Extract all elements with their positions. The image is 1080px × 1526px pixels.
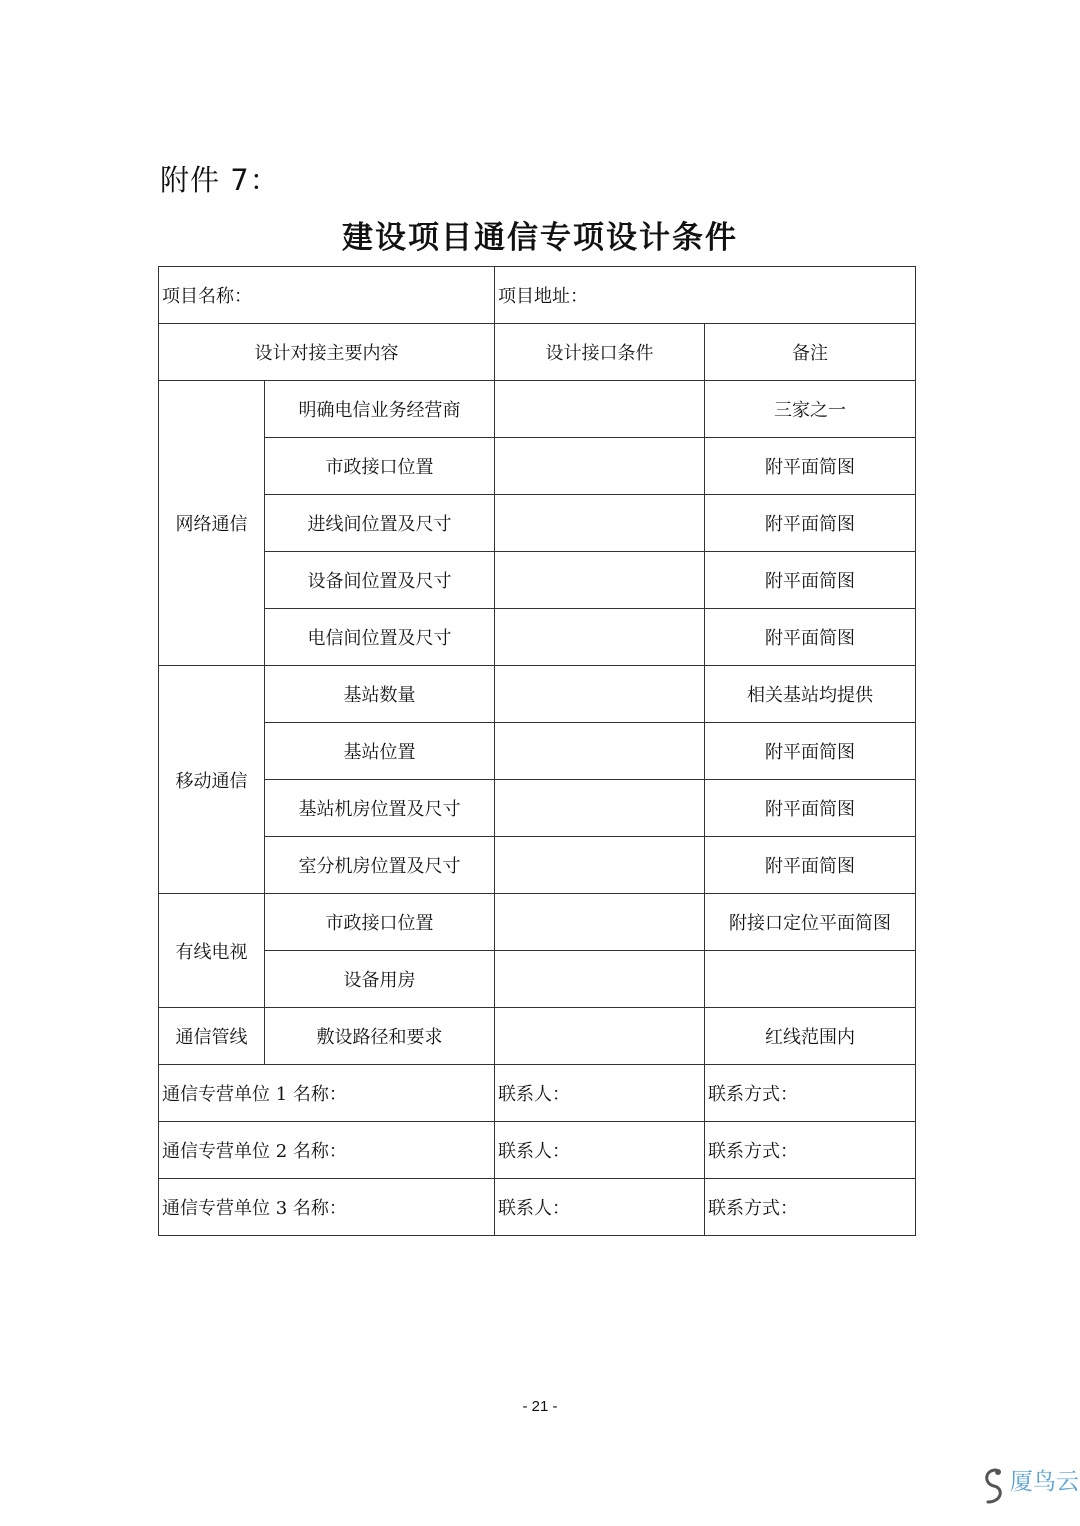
table-row [159,837,916,894]
contact-row [159,1065,916,1122]
item-cell: 电信间位置及尺寸 [265,609,495,666]
contact-method-cell[interactable]: 联系方式： [705,1122,916,1179]
group-network: 网络通信 [159,381,265,666]
item-cell: 基站机房位置及尺寸 [265,780,495,837]
contact-method-cell[interactable]: 联系方式： [705,1179,916,1236]
item-cell: 进线间位置及尺寸 [265,495,495,552]
table-row [159,495,916,552]
condition-cell[interactable] [495,1008,705,1065]
item-cell: 敷设路径和要求 [265,1008,495,1065]
remark-cell: 附平面简图 [705,495,916,552]
remark-cell: 附平面简图 [705,552,916,609]
remark-cell: 附接口定位平面简图 [705,894,916,951]
table-row [159,552,916,609]
group-mobile: 移动通信 [159,666,265,894]
design-conditions-table [158,266,916,1236]
item-cell: 室分机房位置及尺寸 [265,837,495,894]
table-header-row [159,324,916,381]
contact-row [159,1179,916,1236]
table-row [159,723,916,780]
contact-person-cell[interactable]: 联系人： [495,1065,705,1122]
remark-cell: 附平面简图 [705,609,916,666]
remark-cell: 附平面简图 [705,837,916,894]
condition-cell[interactable] [495,666,705,723]
remark-cell: 附平面简图 [705,438,916,495]
condition-cell[interactable] [495,894,705,951]
table-row [159,1008,916,1065]
remark-cell [705,951,916,1008]
remark-cell: 三家之一 [705,381,916,438]
item-cell: 基站位置 [265,723,495,780]
condition-cell[interactable] [495,951,705,1008]
remark-cell: 附平面简图 [705,780,916,837]
project-info-row [159,267,916,324]
remark-cell: 相关基站均提供 [705,666,916,723]
header-content: 设计对接主要内容 [159,324,495,381]
condition-cell[interactable] [495,780,705,837]
table-row [159,438,916,495]
item-cell: 设备用房 [265,951,495,1008]
remark-cell: 红线范围内 [705,1008,916,1065]
header-condition: 设计接口条件 [495,324,705,381]
contact-unit-cell[interactable]: 通信专营单位 3 名称： [159,1179,495,1236]
contact-person-cell[interactable]: 联系人： [495,1179,705,1236]
table-row [159,381,916,438]
table-row [159,666,916,723]
group-cable-tv: 有线电视 [159,894,265,1008]
condition-cell[interactable] [495,495,705,552]
page-number: - 21 - [522,1398,558,1415]
item-cell: 基站数量 [265,666,495,723]
header-remark: 备注 [705,324,916,381]
contact-unit-cell[interactable]: 通信专营单位 1 名称： [159,1065,495,1122]
project-address-cell[interactable]: 项目地址： [495,267,916,324]
condition-cell[interactable] [495,723,705,780]
contact-row [159,1122,916,1179]
condition-cell[interactable] [495,552,705,609]
table-row [159,609,916,666]
contact-unit-cell[interactable]: 通信专营单位 2 名称： [159,1122,495,1179]
attachment-label: 附件 7： [160,163,280,197]
watermark-brand: 厦鸟云 [1010,1469,1079,1495]
remark-cell: 附平面简图 [705,723,916,780]
item-cell: 设备间位置及尺寸 [265,552,495,609]
item-cell: 明确电信业务经营商 [265,381,495,438]
table-row [159,780,916,837]
table-row [159,894,916,951]
group-pipeline: 通信管线 [159,1008,265,1065]
condition-cell[interactable] [495,381,705,438]
document-title: 建设项目通信专项设计条件 [342,220,738,256]
contact-person-cell[interactable]: 联系人： [495,1122,705,1179]
condition-cell[interactable] [495,609,705,666]
item-cell: 市政接口位置 [265,438,495,495]
contact-method-cell[interactable]: 联系方式： [705,1065,916,1122]
project-name-cell[interactable]: 项目名称： [159,267,495,324]
table-row [159,951,916,1008]
condition-cell[interactable] [495,438,705,495]
item-cell: 市政接口位置 [265,894,495,951]
condition-cell[interactable] [495,837,705,894]
